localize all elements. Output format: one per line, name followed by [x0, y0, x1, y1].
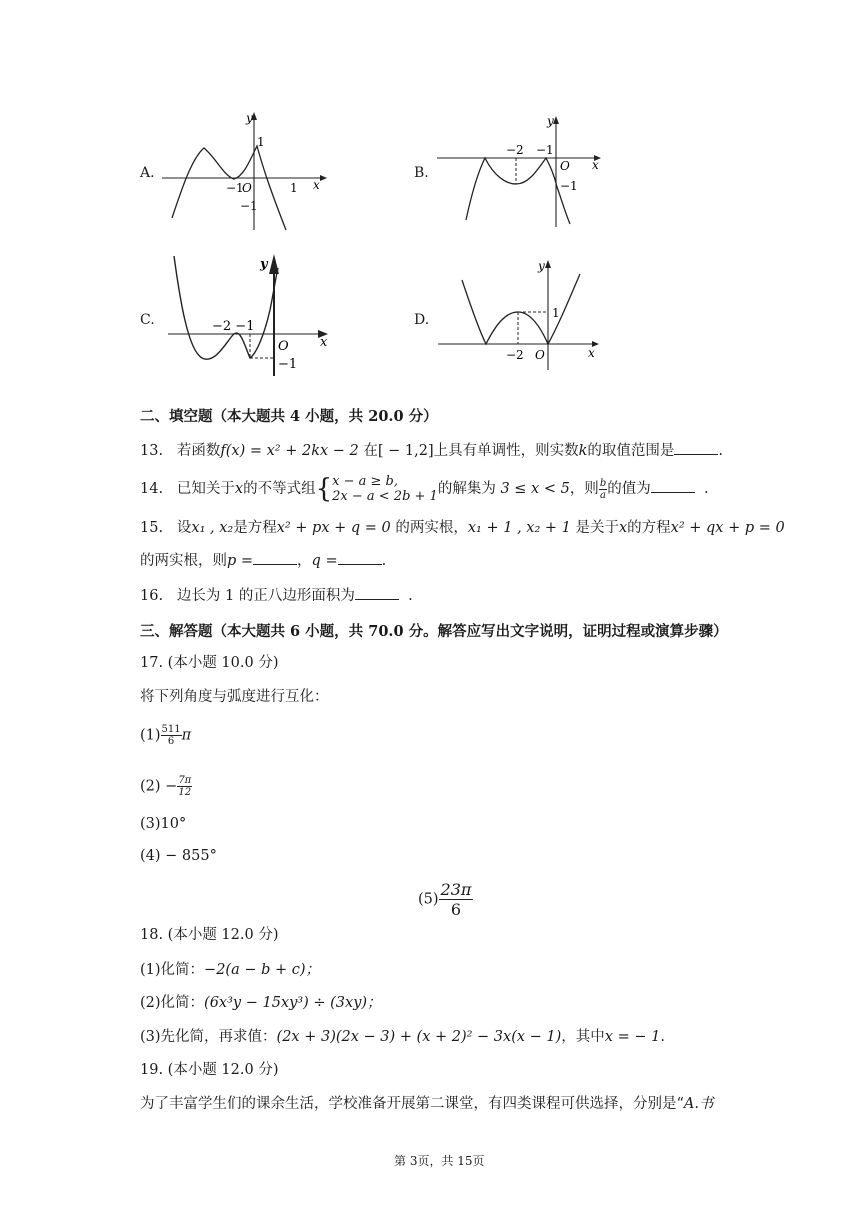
q15-p-blank[interactable] [253, 550, 297, 565]
q19-text-main: 为了丰富学生们的课余生活，学校准备开展第二课堂，有四类课程可供选择，分别是“ [140, 1096, 684, 1112]
q18-part-1-label: (1)化简： [140, 962, 205, 978]
option-d-tick-1: 1 [552, 306, 560, 320]
q14-system [332, 474, 438, 504]
q19-text-tail: A.书 [683, 1096, 714, 1112]
q18-part-3-text: ，其中 [561, 1029, 605, 1045]
q15-p: p = [227, 553, 254, 569]
q16-text: 边长为 1 的正八边形面积为 [176, 588, 355, 604]
option-a-tick-1-top: 1 [257, 135, 265, 149]
option-a-y-label: y [246, 111, 253, 125]
option-c-tick-minus1-y: −1 [278, 357, 298, 372]
q14-text-2: 的不等式组 [243, 481, 316, 497]
q14-brace: { [315, 474, 333, 504]
q15-equation-2: x² + qx + p = 0 [670, 520, 785, 536]
question-14 [140, 474, 709, 504]
q17-part-1-num: 511 [161, 724, 181, 735]
page-footer: 第 3页，共 15页 [394, 1154, 485, 1168]
option-c-label[interactable]: C. [140, 312, 155, 328]
q18-part-1 [140, 960, 320, 980]
q18-part-3-end: . [660, 1029, 665, 1045]
q14-text-1: 已知关于 [176, 481, 235, 497]
q17-part-1-den: 6 [167, 736, 175, 747]
q16-number: 16. [140, 588, 164, 604]
q17-part-5-fraction [439, 880, 474, 919]
option-b-origin: O [560, 159, 570, 173]
q17-part-2 [140, 775, 192, 798]
q14-fraction [599, 478, 607, 501]
q17-part-1 [140, 724, 191, 747]
q16-answer-blank[interactable] [355, 585, 399, 600]
q19-heading: 19. (本小题 12.0 分) [140, 1062, 279, 1078]
q15-x: x [618, 520, 628, 536]
option-b-tick-minus1-y: −1 [560, 179, 578, 193]
option-b-x-label: x [592, 158, 599, 172]
q14-system-line-2: 2x − a < 2b + 1 [332, 489, 438, 504]
question-13 [140, 440, 723, 461]
q18-part-2-label: (2)化简： [140, 995, 205, 1011]
q16-end: . [408, 588, 413, 604]
q17-heading: 17. (本小题 10.0 分) [140, 655, 279, 671]
q17-part-2-label: (2) − [140, 778, 178, 795]
q15-sep: ， [297, 553, 312, 569]
q15-roots-x: x₁ , x₂ [191, 520, 234, 536]
question-15-line-2 [140, 550, 386, 571]
q15-end: . [381, 553, 387, 569]
q17-part-5-den: 6 [450, 900, 462, 919]
q13-text-3: 的取值范围是 [587, 443, 675, 459]
q15-q-blank[interactable] [338, 550, 382, 565]
option-a-tick-minus1: −1 [226, 181, 244, 195]
option-a-label[interactable]: A. [140, 165, 155, 181]
q17-part-5-num: 23π [440, 880, 472, 899]
q14-answer-blank[interactable] [651, 478, 695, 493]
q18-part-3-value: x = − 1 [604, 1029, 661, 1045]
option-c-graph [160, 250, 340, 380]
q14-fraction-den: a [600, 489, 606, 501]
q18-part-3-expr: (2x + 3)(2x − 3) + (x + 2)² − 3x(x − 1) [276, 1029, 562, 1045]
q13-answer-blank[interactable] [674, 440, 718, 455]
option-b-tick-minus1: −1 [536, 143, 554, 157]
q14-text-5: 的值为 [607, 481, 651, 497]
q17-part-2-num: 7π [178, 775, 192, 786]
q15-number: 15. [140, 520, 164, 536]
q17-part-1-label: (1) [140, 727, 161, 744]
q14-fraction-num: b [599, 477, 607, 489]
section-3-heading: 三、解答题（本大题共 6 小题，共 70.0 分。解答应写出文字说明，证明过程或演算步骤） [140, 623, 728, 640]
q13-number: 13. [140, 443, 164, 459]
q17-part-3: (3)10° [140, 816, 187, 832]
q17-part-1-fraction [161, 724, 182, 747]
option-c-tick-minus2-minus1: −2 −1 [212, 319, 255, 334]
q14-system-line-1: x − a ≥ b, [332, 474, 398, 489]
q14-number: 14. [140, 481, 164, 497]
q17-part-1-pi: π [181, 727, 192, 744]
option-b-graph [432, 112, 612, 230]
question-16 [140, 585, 413, 606]
q15-text-6: 的两实根，则 [140, 553, 227, 569]
q13-end: . [718, 443, 724, 459]
q17-part-4: (4) − 855° [140, 848, 217, 864]
q14-text-4: ，则 [569, 481, 599, 497]
q15-roots-shifted: x₁ + 1 , x₂ + 1 [467, 520, 571, 536]
option-d-tick-minus2: −2 [506, 348, 524, 362]
q15-text-1: 设 [176, 520, 192, 536]
q13-text-2: 在[ − 1,2]上具有单调性，则实数 [363, 443, 579, 459]
q15-q: q = [311, 553, 338, 569]
q18-part-1-expr: −2(a − b + c)； [204, 962, 321, 978]
option-a-x-label: x [313, 178, 320, 192]
section-2-heading: 二、填空题（本大题共 4 小题，共 20.0 分） [140, 408, 438, 425]
option-d-x-label: x [588, 346, 595, 360]
option-d-label[interactable]: D. [414, 312, 430, 328]
option-b-tick-minus2: −2 [506, 143, 524, 157]
q18-heading: 18. (本小题 12.0 分) [140, 927, 279, 943]
q17-prompt: 将下列角度与弧度进行互化： [140, 689, 329, 705]
q15-equation-1: x² + px + q = 0 [276, 520, 391, 536]
q14-range: 3 ≤ x < 5 [500, 481, 570, 497]
option-a-tick-1: 1 [290, 181, 298, 195]
q13-function: f(x) = x² + 2kx − 2 [220, 443, 359, 459]
option-a-origin: O [242, 181, 252, 195]
option-d-origin: O [535, 348, 545, 362]
q17-part-2-den: 12 [178, 787, 192, 798]
option-c-y-label: y [260, 257, 268, 272]
q14-end: . [703, 481, 709, 497]
q18-part-3 [140, 1027, 665, 1047]
q15-text-3: 的两实根， [395, 520, 468, 536]
q17-part-2-fraction [177, 775, 192, 798]
q15-text-4: 是关于 [575, 520, 619, 536]
q17-part-5 [418, 880, 473, 919]
option-b-label[interactable]: B. [414, 165, 429, 181]
q15-text-5: 的方程 [627, 520, 671, 536]
option-d-graph [432, 254, 612, 372]
q15-text-2: 是方程 [233, 520, 277, 536]
q18-part-2-expr: (6x³y − 15xy³) ÷ (3xy)； [204, 995, 382, 1011]
q13-k: k [578, 443, 588, 459]
option-a-tick-minus1-y: −1 [240, 199, 258, 213]
option-c-x-label: x [320, 335, 328, 350]
q13-text-1: 若函数 [176, 443, 221, 459]
q19-text [140, 1094, 714, 1114]
option-d-y-label: y [538, 259, 545, 273]
q17-part-5-label: (5) [418, 891, 439, 908]
q18-part-3-label: (3)先化简，再求值： [140, 1029, 277, 1045]
question-15 [140, 518, 785, 538]
option-c-origin: O [278, 339, 289, 354]
q18-part-2 [140, 993, 382, 1013]
option-b-y-label: y [547, 114, 554, 128]
q14-x: x [234, 481, 244, 497]
q14-text-3: 的解集为 [437, 481, 496, 497]
option-a-graph [160, 108, 330, 232]
